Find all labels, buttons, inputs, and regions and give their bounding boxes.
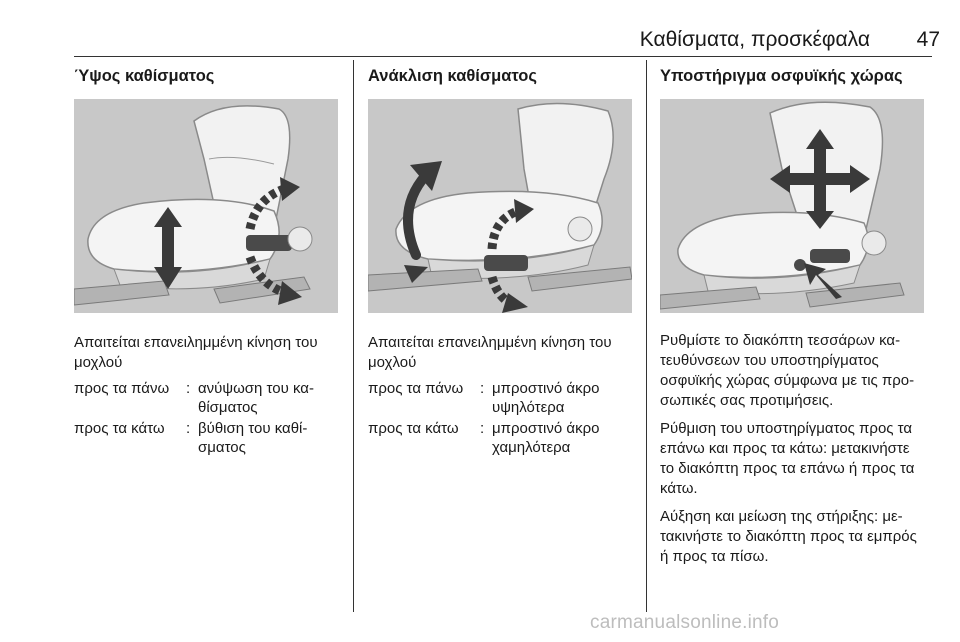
spec-colon: :	[480, 380, 485, 397]
instruction-text: Απαιτείται επανειλημμένη κίνηση του μοχλού	[368, 334, 612, 371]
spec-key: προς τα κάτω	[368, 420, 459, 437]
section-title: Ύψος καθίσματος	[74, 67, 215, 85]
spec-value: βύθιση του καθίσματος	[198, 420, 308, 456]
spec-value: ανύψωση του καθίσματος	[198, 380, 314, 416]
column-divider-2	[646, 60, 647, 612]
column-lumbar-support	[660, 66, 924, 575]
header-title: Καθίσματα, προσκέφαλα	[639, 28, 870, 51]
figure-seat-tilt	[368, 99, 632, 313]
paragraph: Ρυθμίστε το διακόπτη τεσσάρων κατευθύνσεων του υποστηρίγματος οσφυϊκής χώρας σύμφωνα με τις προσωπικές σας προτιμήσεις.	[660, 332, 915, 409]
column-seat-height	[74, 66, 338, 459]
spec-colon: :	[186, 420, 191, 437]
instruction-text: Απαιτείται επανειλημμένη κίνηση του μοχλού	[74, 334, 318, 371]
paragraph: Ρύθμιση του υποστηρίγματος προς τα επάνω και προς τα κάτω: μετακινήστε το διακόπτη προς τα επάνω ή προς τα κάτω.	[660, 420, 915, 497]
paragraph: Αύξηση και μείωση της στήριξης: μετακινήστε το διακόπτη προς τα εμπρός ή προς τα πίσω.	[660, 508, 917, 565]
spec-key: προς τα πάνω	[368, 380, 464, 397]
spec-table	[368, 379, 632, 459]
figure-lumbar-support	[660, 99, 924, 313]
spec-value: μπροστινό άκρο υψηλότερα	[492, 380, 600, 416]
spec-colon: :	[480, 420, 485, 437]
spec-table	[74, 379, 338, 459]
header-rule	[74, 56, 932, 57]
figure-seat-height	[74, 99, 338, 313]
watermark: carmanualsonline.info	[590, 612, 780, 633]
column-divider-1	[353, 60, 354, 612]
section-title: Ανάκλιση καθίσματος	[368, 67, 537, 85]
spec-key: προς τα πάνω	[74, 380, 170, 397]
spec-value: μπροστινό άκρο χαμηλότερα	[492, 420, 600, 456]
spec-colon: :	[186, 380, 191, 397]
page-number: 47	[916, 28, 940, 51]
column-seat-tilt	[368, 66, 632, 459]
section-title: Υποστήριγμα οσφυϊκής χώρας	[660, 67, 903, 85]
spec-key: προς τα κάτω	[74, 420, 165, 437]
